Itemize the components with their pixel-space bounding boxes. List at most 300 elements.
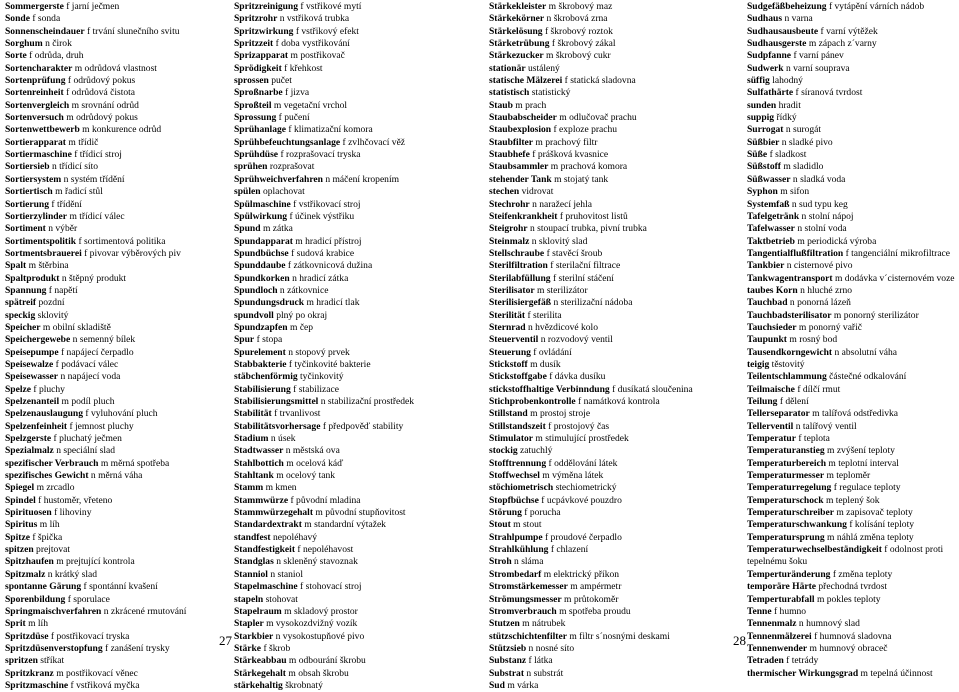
entry-headword: Temperaturregelung bbox=[747, 482, 832, 494]
entry-definition: f síranová tvrdost bbox=[795, 87, 863, 99]
dictionary-entry bbox=[747, 421, 957, 433]
entry-headword: Standglas bbox=[234, 556, 274, 568]
dictionary-entry bbox=[234, 569, 474, 581]
dictionary-entry bbox=[489, 507, 744, 519]
entry-definition: m srovnání odrůd bbox=[71, 99, 139, 111]
entry-definition: m třídicí válec bbox=[69, 210, 125, 222]
entry-headword: statistisch bbox=[489, 87, 530, 99]
entry-definition: tepelnému šoku bbox=[747, 556, 808, 568]
entry-headword: speckig bbox=[5, 309, 36, 321]
entry-headword: Spitzhaufen bbox=[5, 556, 54, 568]
entry-definition: f vstřikovací stroj bbox=[293, 198, 361, 210]
entry-definition: f ucpávkové pouzdro bbox=[541, 494, 622, 506]
entry-definition: m ampérmetr bbox=[570, 581, 622, 593]
page-number-left: 27 bbox=[219, 633, 232, 648]
dictionary-entry bbox=[234, 408, 474, 420]
dictionary-entry bbox=[234, 38, 474, 50]
entry-headword: Sulfathärte bbox=[747, 87, 794, 99]
entry-definition: m vegetační vrchol bbox=[273, 99, 348, 111]
dictionary-entry bbox=[489, 655, 744, 667]
entry-headword: Staubabscheider bbox=[489, 112, 557, 124]
dictionary-entry bbox=[5, 458, 228, 470]
entry-headword: Stroh bbox=[489, 556, 512, 568]
entry-definition: f vyluhování pluch bbox=[85, 408, 158, 420]
entry-headword: Steifenkrankheit bbox=[489, 210, 558, 222]
dictionary-entry bbox=[489, 408, 744, 420]
dictionary-entry bbox=[747, 149, 957, 161]
entry-definition: f teplota bbox=[798, 433, 830, 445]
entry-definition: f odolnost proti bbox=[884, 544, 944, 556]
entry-definition: m pokles teploty bbox=[816, 593, 881, 605]
dictionary-entry bbox=[5, 13, 228, 25]
entry-definition: f látka bbox=[528, 655, 553, 667]
entry-definition: m řadicí stůl bbox=[55, 186, 103, 198]
entry-definition: f vstřikový efekt bbox=[295, 25, 359, 37]
entry-definition: f zvlhčovací věž bbox=[342, 136, 406, 148]
entry-definition: rozprašovat bbox=[269, 161, 315, 173]
entry-headword: sprossen bbox=[234, 75, 269, 87]
dictionary-entry bbox=[234, 470, 474, 482]
entry-definition: m odlučovač prachu bbox=[559, 112, 637, 124]
entry-definition: stříkat bbox=[40, 655, 65, 667]
entry-definition: m ocelový tank bbox=[276, 470, 336, 482]
dictionary-entry bbox=[234, 1, 474, 13]
dictionary-entry bbox=[747, 223, 957, 235]
dictionary-entry bbox=[234, 137, 474, 149]
entry-definition: n semenný bílek bbox=[72, 334, 136, 346]
entry-headword: Sortimentspolitik bbox=[5, 235, 77, 247]
entry-headword: Spritzkranz bbox=[5, 667, 54, 679]
dictionary-entry bbox=[489, 260, 744, 272]
entry-definition: n sláma bbox=[514, 556, 544, 568]
entry-headword: Speichergewebe bbox=[5, 334, 71, 346]
entry-headword: Spülwirkung bbox=[234, 210, 288, 222]
dictionary-entry bbox=[747, 38, 957, 50]
entry-headword: Sudgefäßbeheizung bbox=[747, 1, 827, 12]
entry-headword: Spritzdüse bbox=[5, 630, 49, 642]
entry-headword: Sortiertisch bbox=[5, 186, 53, 198]
entry-headword: spülen bbox=[234, 186, 261, 198]
entry-definition: m sladidlo bbox=[783, 161, 824, 173]
entry-headword: Stärketrübung bbox=[489, 38, 550, 50]
entry-definition: f jarní ječmen bbox=[66, 1, 120, 12]
entry-headword: Sudpfanne bbox=[747, 50, 792, 62]
entry-headword: Stärkelösung bbox=[489, 25, 543, 37]
dictionary-entry bbox=[5, 124, 228, 136]
entry-definition: m čep bbox=[290, 321, 314, 333]
entry-definition: f změna teploty bbox=[832, 568, 893, 580]
dictionary-entry bbox=[5, 569, 228, 581]
dictionary-entry bbox=[747, 112, 957, 124]
entry-headword: Stillstand bbox=[489, 408, 528, 420]
entry-headword: Sonnenscheindauer bbox=[5, 25, 85, 37]
dictionary-entry bbox=[234, 668, 474, 680]
entry-definition: f spontánní kvašení bbox=[83, 581, 158, 593]
dictionary-entry bbox=[5, 507, 228, 519]
entry-definition: f hustoměr, vřeteno bbox=[38, 494, 113, 506]
entry-headword: Sterilisator bbox=[489, 284, 535, 296]
entry-headword: Sprit bbox=[5, 618, 26, 630]
entry-headword: Sprühanlage bbox=[234, 124, 286, 136]
entry-definition: n systém třídění bbox=[63, 173, 125, 185]
entry-headword: Stopfbüchse bbox=[489, 494, 539, 506]
dictionary-entry bbox=[234, 532, 474, 544]
entry-headword: Sortmentsbrauerei bbox=[5, 247, 82, 259]
dictionary-entry bbox=[234, 26, 474, 38]
entry-headword: Speisewalze bbox=[5, 358, 54, 370]
dictionary-entry bbox=[5, 1, 228, 13]
entry-headword: Sprossung bbox=[234, 112, 277, 124]
entry-definition: f zátkovnicová dužina bbox=[287, 260, 373, 272]
dictionary-entry bbox=[5, 260, 228, 272]
entry-headword: Spannung bbox=[5, 284, 47, 296]
dictionary-entry bbox=[747, 556, 957, 568]
entry-definition: f trvanlivost bbox=[274, 408, 321, 420]
entry-headword: stapeln bbox=[234, 593, 264, 605]
entry-headword: Stärkekörner bbox=[489, 13, 545, 25]
entry-definition: m sifon bbox=[780, 186, 810, 198]
dictionary-entry bbox=[234, 643, 474, 655]
dictionary-entry bbox=[5, 174, 228, 186]
entry-headword: Sonde bbox=[5, 13, 30, 25]
dictionary-entry bbox=[5, 310, 228, 322]
dictionary-entry bbox=[747, 174, 957, 186]
dictionary-entry bbox=[489, 569, 744, 581]
dictionary-entry bbox=[747, 359, 957, 371]
dictionary-entry bbox=[489, 75, 744, 87]
dictionary-entry bbox=[5, 137, 228, 149]
dictionary-entry bbox=[489, 482, 744, 494]
entry-headword: Spritzreinigung bbox=[234, 1, 299, 12]
dictionary-entry bbox=[5, 384, 228, 396]
entry-headword: Sortenprüfung bbox=[5, 75, 66, 87]
dictionary-entry bbox=[747, 544, 957, 556]
dictionary-entry bbox=[234, 384, 474, 396]
entry-headword: Temperaturbereich bbox=[747, 457, 827, 469]
dictionary-entry bbox=[747, 470, 957, 482]
entry-headword: Temperturänderung bbox=[747, 568, 831, 580]
dictionary-entry bbox=[234, 334, 474, 346]
dictionary-entry bbox=[5, 433, 228, 445]
entry-definition: n městská ova bbox=[285, 445, 340, 457]
dictionary-entry bbox=[5, 544, 228, 556]
dictionary-entry bbox=[5, 606, 228, 618]
entry-headword: Standardextrakt bbox=[234, 519, 302, 531]
entry-definition: m nátrubek bbox=[522, 618, 566, 630]
entry-headword: thermischer Wirkungsgrad bbox=[747, 667, 859, 679]
entry-headword: Spaltprodukt bbox=[5, 272, 60, 284]
dictionary-entry bbox=[5, 421, 228, 433]
dictionary-entry bbox=[747, 75, 957, 87]
entry-headword: Sudhausgerste bbox=[747, 38, 807, 50]
dictionary-entry bbox=[489, 643, 744, 655]
entry-definition: f regulace teploty bbox=[833, 482, 901, 494]
dictionary-entry bbox=[5, 347, 228, 359]
entry-definition: n štěpný produkt bbox=[61, 272, 127, 284]
entry-headword: Sudhaus bbox=[747, 13, 783, 25]
entry-definition: stechiometrický bbox=[555, 482, 617, 494]
entry-headword: Spelzenanteil bbox=[5, 396, 60, 407]
dictionary-entry bbox=[489, 544, 744, 556]
entry-definition: f vstřiková myčka bbox=[70, 679, 140, 691]
dictionary-entry bbox=[747, 643, 957, 655]
entry-headword: Teilung bbox=[747, 396, 778, 407]
dictionary-column-3 bbox=[489, 1, 744, 692]
dictionary-entry bbox=[234, 631, 474, 643]
dictionary-entry bbox=[489, 223, 744, 235]
entry-definition: n humnový slad bbox=[798, 618, 860, 630]
dictionary-entry bbox=[234, 556, 474, 568]
dictionary-entry bbox=[747, 334, 957, 346]
entry-definition: ustálený bbox=[527, 62, 560, 74]
dictionary-entry bbox=[5, 408, 228, 420]
entry-headword: Staubsammler bbox=[489, 161, 549, 173]
dictionary-column-4 bbox=[747, 1, 957, 680]
entry-definition: f prášková kvasnice bbox=[532, 149, 609, 161]
entry-definition: nepoléhavý bbox=[273, 531, 318, 543]
dictionary-entry bbox=[234, 236, 474, 248]
dictionary-entry bbox=[234, 223, 474, 235]
dictionary-entry bbox=[5, 273, 228, 285]
entry-definition: m prostoj stroje bbox=[530, 408, 591, 420]
dictionary-entry bbox=[5, 50, 228, 62]
entry-definition: f porucha bbox=[524, 507, 561, 519]
entry-headword: Stichprobenkontrolle bbox=[489, 396, 576, 407]
dictionary-entry bbox=[489, 371, 744, 383]
entry-headword: stäbchenförmig bbox=[234, 371, 298, 383]
entry-headword: Tellerventil bbox=[747, 420, 794, 432]
dictionary-entry bbox=[747, 347, 957, 359]
entry-definition: f špička bbox=[32, 531, 63, 543]
entry-headword: Temperturabfall bbox=[747, 593, 815, 605]
entry-headword: Steinmalz bbox=[489, 235, 530, 247]
entry-definition: tyčinkovitý bbox=[300, 371, 344, 383]
entry-headword: Taktbetrieb bbox=[747, 235, 795, 247]
entry-headword: Stammwürzegehalt bbox=[234, 507, 314, 519]
dictionary-entry bbox=[747, 495, 957, 507]
entry-headword: Spalt bbox=[5, 260, 27, 272]
entry-definition: lahodný bbox=[772, 75, 803, 87]
dictionary-entry bbox=[234, 100, 474, 112]
dictionary-entry bbox=[234, 606, 474, 618]
entry-headword: Spelzgerste bbox=[5, 433, 52, 445]
entry-headword: Staubexplosion bbox=[489, 124, 552, 136]
entry-definition: m zápach z´varny bbox=[808, 38, 877, 50]
entry-definition: m stout bbox=[513, 519, 542, 531]
entry-headword: Sprühdüse bbox=[234, 149, 279, 161]
entry-headword: spezifisches Gewicht bbox=[5, 470, 89, 482]
dictionary-entry bbox=[747, 482, 957, 494]
dictionary-entry bbox=[5, 236, 228, 248]
dictionary-entry bbox=[489, 236, 744, 248]
entry-definition: f pučení bbox=[278, 112, 310, 124]
dictionary-entry bbox=[747, 631, 957, 643]
dictionary-entry bbox=[747, 371, 957, 383]
entry-headword: Stamm bbox=[234, 482, 264, 494]
dictionary-entry bbox=[747, 618, 957, 630]
entry-definition: pučet bbox=[271, 75, 292, 87]
entry-headword: Stabilitätsvorhersage bbox=[234, 420, 321, 432]
entry-headword: Spiegel bbox=[5, 482, 35, 494]
dictionary-entry bbox=[489, 100, 744, 112]
entry-definition: hradit bbox=[778, 99, 801, 111]
dictionary-entry bbox=[747, 532, 957, 544]
entry-definition: prejtovat bbox=[36, 544, 70, 556]
dictionary-entry bbox=[234, 149, 474, 161]
entry-headword: Staub bbox=[489, 99, 513, 111]
entry-headword: standfest bbox=[234, 531, 271, 543]
entry-definition: f odrůda, druh bbox=[29, 50, 84, 62]
entry-definition: f sortimentová politika bbox=[78, 235, 166, 247]
entry-definition: m obsah škrobu bbox=[288, 667, 349, 679]
dictionary-entry bbox=[489, 174, 744, 186]
entry-definition: n rozvodový ventil bbox=[540, 334, 613, 346]
entry-headword: Temperaturwechselbeständigkeit bbox=[747, 544, 882, 556]
entry-definition: f odrůdový pokus bbox=[67, 75, 136, 87]
entry-headword: Stadtwasser bbox=[234, 445, 284, 457]
entry-headword: Strahlpumpe bbox=[489, 531, 543, 543]
dictionary-entry bbox=[489, 186, 744, 198]
dictionary-entry bbox=[5, 668, 228, 680]
entry-headword: Sortiersieb bbox=[5, 161, 50, 173]
dictionary-entry bbox=[234, 297, 474, 309]
dictionary-entry bbox=[234, 396, 474, 408]
dictionary-entry bbox=[747, 396, 957, 408]
entry-definition: n stolní nápoj bbox=[801, 210, 854, 222]
dictionary-entry bbox=[234, 186, 474, 198]
entry-headword: Stanniol bbox=[234, 568, 268, 580]
dictionary-entry bbox=[234, 161, 474, 173]
entry-headword: stockig bbox=[489, 445, 518, 457]
dictionary-entry bbox=[5, 655, 228, 667]
entry-definition: f dávka dusíku bbox=[549, 371, 606, 383]
dictionary-entry bbox=[747, 445, 957, 457]
entry-headword: Standfestigkeit bbox=[234, 544, 295, 556]
entry-definition: f škrobový zákal bbox=[551, 38, 616, 50]
entry-headword: Stapelmaschine bbox=[234, 581, 298, 593]
entry-headword: Tennenmälzerei bbox=[747, 630, 812, 642]
dictionary-entry bbox=[5, 359, 228, 371]
dictionary-entry bbox=[5, 161, 228, 173]
dictionary-entry bbox=[489, 594, 744, 606]
dictionary-entry bbox=[234, 618, 474, 630]
dictionary-entry bbox=[489, 322, 744, 334]
entry-definition: f sterilační filtrace bbox=[550, 260, 621, 272]
entry-definition: f jizva bbox=[285, 87, 310, 99]
dictionary-entry bbox=[489, 50, 744, 62]
entry-definition: m prachová komora bbox=[550, 161, 628, 173]
entry-definition: m konkurence odrůd bbox=[82, 124, 162, 136]
dictionary-entry bbox=[489, 248, 744, 260]
dictionary-entry bbox=[747, 581, 957, 593]
entry-headword: taubes Korn bbox=[747, 284, 798, 296]
entry-definition: n nosné síto bbox=[528, 642, 575, 654]
entry-headword: Tankwagentransport bbox=[747, 272, 833, 284]
entry-definition: n skleněný stavoznak bbox=[276, 556, 358, 568]
dictionary-entry bbox=[5, 211, 228, 223]
entry-definition: n hvězdicové kolo bbox=[527, 321, 598, 333]
entry-definition: n sud typu keg bbox=[791, 198, 848, 210]
entry-headword: sunden bbox=[747, 99, 777, 111]
entry-definition: f trvání slunečního svitu bbox=[86, 25, 180, 37]
entry-definition: m původní stupňovitost bbox=[315, 507, 406, 519]
entry-definition: zatuchlý bbox=[520, 445, 553, 457]
entry-headword: Teilmaische bbox=[747, 383, 795, 395]
dictionary-entry bbox=[5, 631, 228, 643]
entry-definition: m skladový prostor bbox=[284, 605, 358, 617]
dictionary-entry bbox=[489, 211, 744, 223]
entry-headword: Spritzrohr bbox=[234, 13, 278, 25]
dictionary-entry bbox=[747, 248, 957, 260]
entry-headword: Sortierung bbox=[5, 198, 50, 210]
entry-definition: f chlazení bbox=[550, 544, 589, 556]
entry-headword: Syphon bbox=[747, 186, 778, 198]
entry-definition: m škrobový maz bbox=[548, 1, 613, 12]
dictionary-entry bbox=[489, 1, 744, 13]
entry-headword: Sommergerste bbox=[5, 1, 64, 12]
entry-definition: m postřikovací věnec bbox=[56, 667, 138, 679]
dictionary-entry bbox=[747, 408, 957, 420]
dictionary-entry bbox=[489, 581, 744, 593]
dictionary-entry bbox=[747, 124, 957, 136]
entry-definition: f stohovací stroj bbox=[300, 581, 362, 593]
dictionary-entry bbox=[234, 260, 474, 272]
entry-definition: n měrná váha bbox=[90, 470, 143, 482]
dictionary-entry bbox=[5, 643, 228, 655]
entry-definition: m stojatý tank bbox=[554, 173, 609, 185]
dictionary-entry bbox=[747, 100, 957, 112]
dictionary-entry bbox=[489, 606, 744, 618]
dictionary-entry bbox=[747, 519, 957, 531]
entry-headword: Spülmaschine bbox=[234, 198, 291, 210]
dictionary-entry bbox=[489, 161, 744, 173]
entry-definition: f účinek výstřiku bbox=[289, 210, 355, 222]
entry-definition: f kolísání teploty bbox=[849, 519, 915, 531]
entry-headword: Sudwerk bbox=[747, 62, 784, 74]
entry-headword: Staubfilter bbox=[489, 136, 534, 148]
entry-headword: Temperaturschwankung bbox=[747, 519, 847, 531]
entry-definition: m dusík bbox=[530, 358, 561, 370]
entry-headword: temporäre Härte bbox=[747, 581, 817, 593]
dictionary-entry bbox=[5, 445, 228, 457]
entry-definition: n stolní voda bbox=[797, 223, 847, 235]
entry-definition: n absolutní váha bbox=[834, 346, 898, 358]
entry-definition: m měrná spotřeba bbox=[100, 457, 170, 469]
entry-headword: Spitze bbox=[5, 531, 30, 543]
entry-headword: Stickstoff bbox=[489, 358, 528, 370]
entry-definition: f sporulace bbox=[67, 593, 110, 605]
entry-definition: m tepelná účinnost bbox=[860, 667, 933, 679]
dictionary-column-1 bbox=[5, 1, 228, 692]
entry-definition: m zapisovač teploty bbox=[836, 507, 913, 519]
entry-definition: m ocelová káď bbox=[286, 457, 344, 469]
entry-definition: m líh bbox=[39, 519, 60, 531]
entry-definition: f škrobový roztok bbox=[544, 25, 613, 37]
dictionary-entry bbox=[747, 668, 957, 680]
entry-definition: n hradicí zátka bbox=[292, 272, 349, 284]
entry-definition: m talířová odstředivka bbox=[812, 408, 899, 420]
entry-headword: Sprühweichverfahren bbox=[234, 173, 323, 185]
entry-headword: Sortenreinheit bbox=[5, 87, 64, 99]
dictionary-entry bbox=[489, 347, 744, 359]
entry-headword: Spundbüchse bbox=[234, 247, 289, 259]
entry-headword: Sprödigkeit bbox=[234, 62, 282, 74]
entry-headword: Stärkeabbau bbox=[234, 655, 287, 667]
entry-headword: Speicher bbox=[5, 321, 41, 333]
entry-headword: Stahltank bbox=[234, 470, 274, 482]
entry-headword: Sproßteil bbox=[234, 99, 272, 111]
dictionary-entry bbox=[234, 445, 474, 457]
